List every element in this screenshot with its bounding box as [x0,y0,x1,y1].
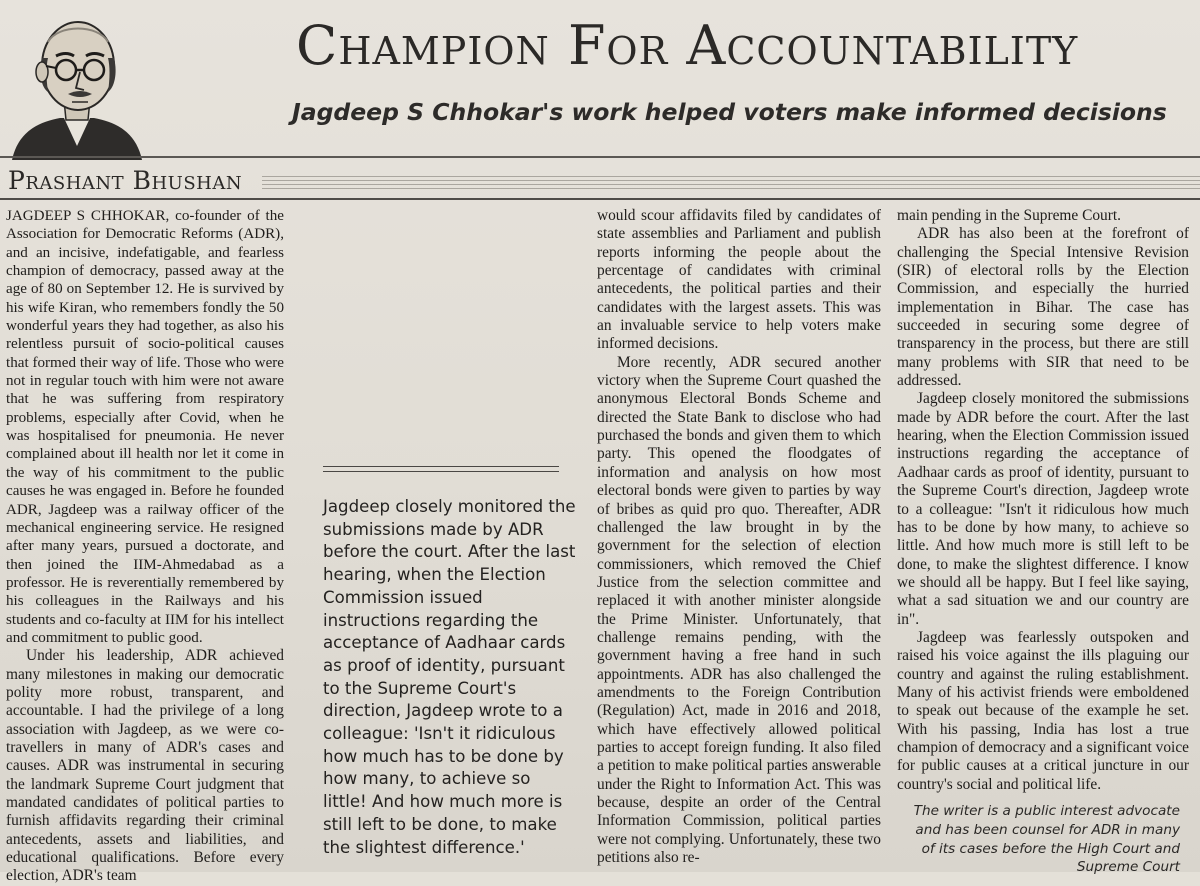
paragraph: Jagdeep closely monitored the submissions made by ADR before the court. After the last hearing, when the Election Commission issued instructions regarding the acceptance of Aadhaar cards as proof of identity, pursuant to the Supreme Court's direction, Jagdeep wrote to a colleague: "Isn't it ridiculous how much has to be done by how many, to achieve so little. And how much more is still left to be done, to make the slightest difference. I know we should all be happy. But I feel like saying, what a sad situation we and our country are in". [897,390,1189,628]
top-divider [0,156,1200,158]
headline: Champion For Accountability [296,14,1079,77]
byline-rule-pattern [262,176,1200,192]
paragraph: main pending in the Supreme Court. [897,207,1121,224]
article-column-1 [6,207,284,886]
paragraph: More recently, ADR secured another victory when the Supreme Court quashed the anonymous Electoral Bonds Scheme and directed the State Bank to disclose who had purchased the bonds and given them to which party. This opened the floodgates of information and analysis on how most electoral bonds were given to parties by way of bribes as quid pro quo. Thereafter, ADR challenged the law brought in by the government for the selection of election commissioners, which removed the Chief Justice from the selection committee and replaced it with another minister alongside the Prime Minister. Unfortunately, that challenge remains pending, with the government having a free hand in such appointments. ADR has also challenged the amendments to the Foreign Contribution (Regulation) Act, made in 2016 and 2018, which have effectively allowed political parties to accept foreign funding. It also filed a petition to make political parties answerable under the Right to Information Act. This was because, despite an order of the Central Information Commission, political parties were not complying. Unfortunately, these two petitions also re- [597,353,881,867]
paragraph: would scour affidavits filed by candidates of state assemblies and Parliament and publish reports informing the people about the percentage of candidates with criminal antecedents, the political parties and their candidates with the largest assets. This was an invaluable service to help voters make informed decisions. [597,207,881,353]
paragraph: ADR has also been at the forefront of challenging the Special Intensive Revision (SIR) of electoral rolls by the Election Commission, and especially the hurried implementation in Bihar. The case has succeeded in securing some degree of transparency in the process, but there are still many problems with SIR that need to be addressed. [897,225,1189,390]
article-column-2 [597,207,881,867]
author-note: The writer is a public interest advocate and has been counsel for ADR in many of its cases before the High Court and Supreme Court [913,803,1180,876]
paragraph: Jagdeep was fearlessly outspoken and raised his voice against the ills plaguing our country and against the ruling establishment. Many of his activist friends were emboldened to speak out because of the example he set. With his passing, India has lost a true champion of democracy and a significant voice for public causes at a critical juncture in our country's social and political life. [897,628,1189,793]
paragraph: Under his leadership, ADR achieved many milestones in making our democratic polity more robust, transparent, and accountable. I had the privilege of a long association with Jagdeep, as we were co-travellers in many of ADR's cases and causes. ADR was instrumental in securing the landmark Supreme Court judgment that mandated candidates of political parties to furnish affidavits regarding their criminal antecedents, assets and liabilities, and educational qualifications. Before every election, ADR's team [6,647,284,885]
byline-divider [0,198,1200,200]
paragraph: JAGDEEP S CHHOKAR, co-founder of the Association for Democratic Reforms (ADR), and an incisive, indefatigable, and fearless champion of democracy, passed away at the age of 80 on September 12. He is survived by his wife Kiran, who remembers fondly the 50 wonderful years they had together, as also his relentless pursuit of socio-political causes that formed their way of life. Those who were not in regular touch with him were not aware that he was suffering from respiratory problems, especially after Covid, when he was hospitalised for pneumonia. He never complained about ill health nor let it come in the way of his commitment to the public causes he was engaged in. Before he founded ADR, Jagdeep was a railway officer of the mechanical engineering service. He resigned after many years, pursued a doctorate, and then joined the IIM-Ahmedabad as a professor. He is reverentially remembered by his colleagues in the Railways and his students and co-faculty at IIM for his intellect and commitment to public good. [6,208,284,646]
pull-quote: Jagdeep closely monitored the submissions made by ADR before the court. After the last hearing, when the Election Commission issued instructions regarding the acceptance of Aadhaar cards as proof of identity, pursuant to the Supreme Court's direction, Jagdeep wrote to a colleague: 'Isn't it ridiculous how much has to be done by how many, to achieve so little! And how much more is still left to be done, to make the slightest difference.' [323,497,576,857]
article-column-3 [897,207,1189,794]
byline: Prashant Bhushan [8,166,243,195]
caricature-portrait-icon [8,14,146,160]
subheadline: Jagdeep S Chhokar's work helped voters make informed decisions [292,98,1167,126]
pull-quote-rule [323,471,559,472]
pull-quote-rule [323,466,559,467]
